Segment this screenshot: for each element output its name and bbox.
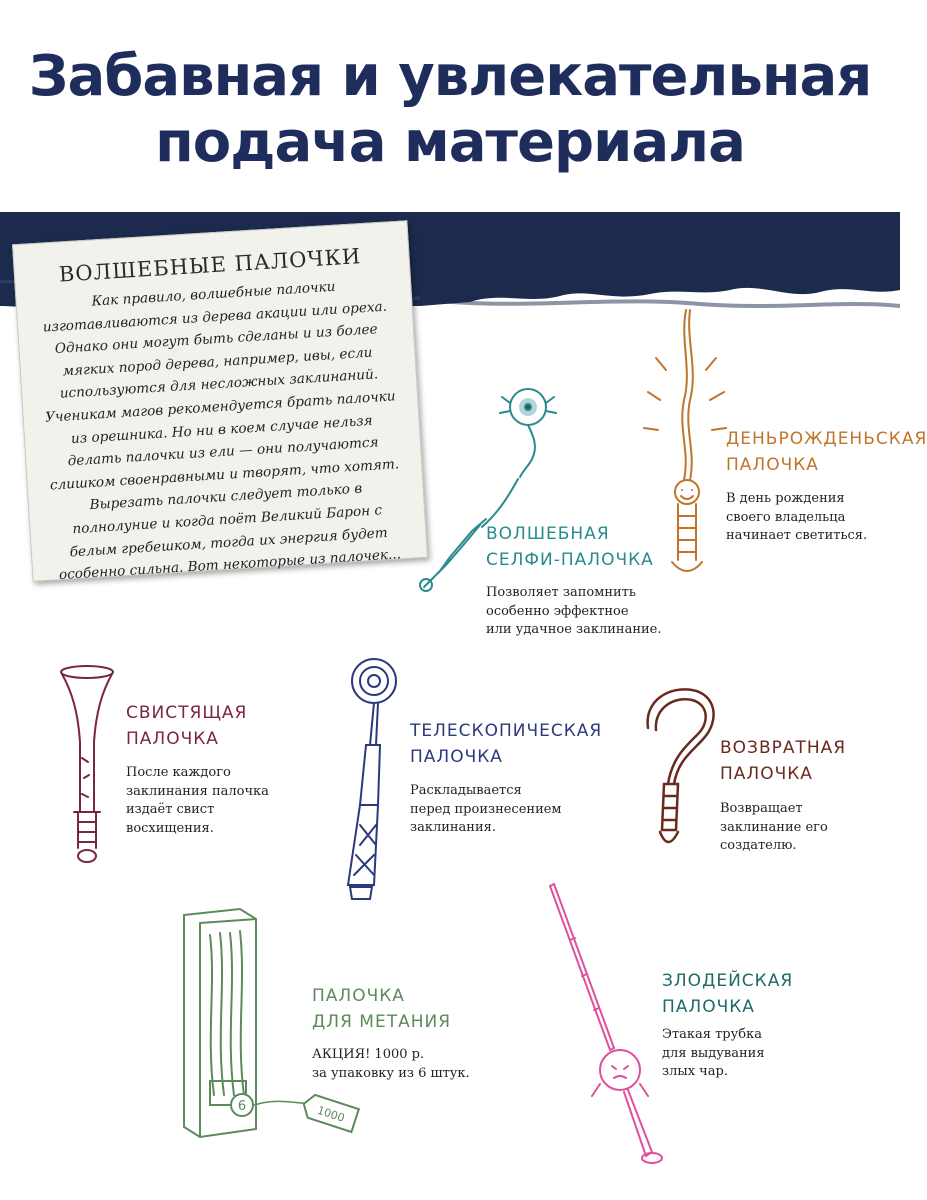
telescopic-wand-desc: Раскладывается перед произнесением заклинания. xyxy=(410,783,562,835)
whistling-wand-desc: После каждого заклинания палочка издаёт свист восхищения. xyxy=(126,765,269,836)
returning-wand-title: ВОЗВРАТНАЯ ПАЛОЧКА xyxy=(720,738,847,784)
headline-line-2: подача материала xyxy=(155,110,745,175)
birthday-wand-desc: В день рождения своего владельца начинает светиться. xyxy=(726,491,868,543)
note-text: Как правило, волшебные палочки изготавливаются из дерева акации или ореха. Однако они могут быть сделаны и из более мягких пород дерева, например, ивы, если используются для несложных заклинаний. Ученикам магов рекомендуется брать палочки из орешника. Но ни в коем случае нельзя делать палочки из ели — они получаются слишком своенравными и творят, что хотят. Вырезать палочки следует только в полнолуние и когда поёт Великий Барон с белым гребешком, тогда их энергия будет особенно сильна. Вот некоторые из палочек... xyxy=(42,278,402,584)
birthday-wand-illustration xyxy=(640,300,730,590)
wands-info-note xyxy=(12,220,428,582)
villain-wand-title: ЗЛОДЕЙСКАЯ ПАЛОЧКА xyxy=(662,971,794,1017)
headline-line-1: Забавная и увлекательная xyxy=(28,44,872,109)
throwing-wand-desc: АКЦИЯ! 1000 р. за упаковку из 6 штук. xyxy=(312,1047,470,1081)
returning-wand-desc: Возвращает заклинание его создателю. xyxy=(720,801,828,853)
telescopic-wand-illustration xyxy=(330,655,410,910)
page-headline xyxy=(0,44,900,176)
birthday-wand-title: ДЕНЬРОЖДЕНЬСКАЯ ПАЛОЧКА xyxy=(726,429,927,475)
whistling-wand-illustration xyxy=(52,662,122,867)
villain-wand-illustration xyxy=(540,880,670,1170)
selfie-wand-title: ВОЛШЕБНАЯ СЕЛФИ-ПАЛОЧКА xyxy=(486,524,654,570)
selfie-wand-desc: Позволяет запомнить особенно эффектное или удачное заклинание. xyxy=(486,585,662,637)
villain-wand-desc: Этакая трубка для выдувания злых чар. xyxy=(662,1027,765,1079)
box-count-label: 6 xyxy=(237,1099,247,1114)
whistling-wand-title: СВИСТЯЩАЯ ПАЛОЧКА xyxy=(126,703,248,749)
price-tag xyxy=(300,1092,359,1132)
price-tag-label: 1000 xyxy=(315,1103,347,1125)
throwing-wand-title: ПАЛОЧКА ДЛЯ МЕТАНИЯ xyxy=(312,986,452,1032)
returning-wand-illustration xyxy=(630,680,730,860)
telescopic-wand-title: ТЕЛЕСКОПИЧЕСКАЯ ПАЛОЧКА xyxy=(410,721,603,767)
note-title: ВОЛШЕБНЫЕ ПАЛОЧКИ xyxy=(58,244,362,287)
